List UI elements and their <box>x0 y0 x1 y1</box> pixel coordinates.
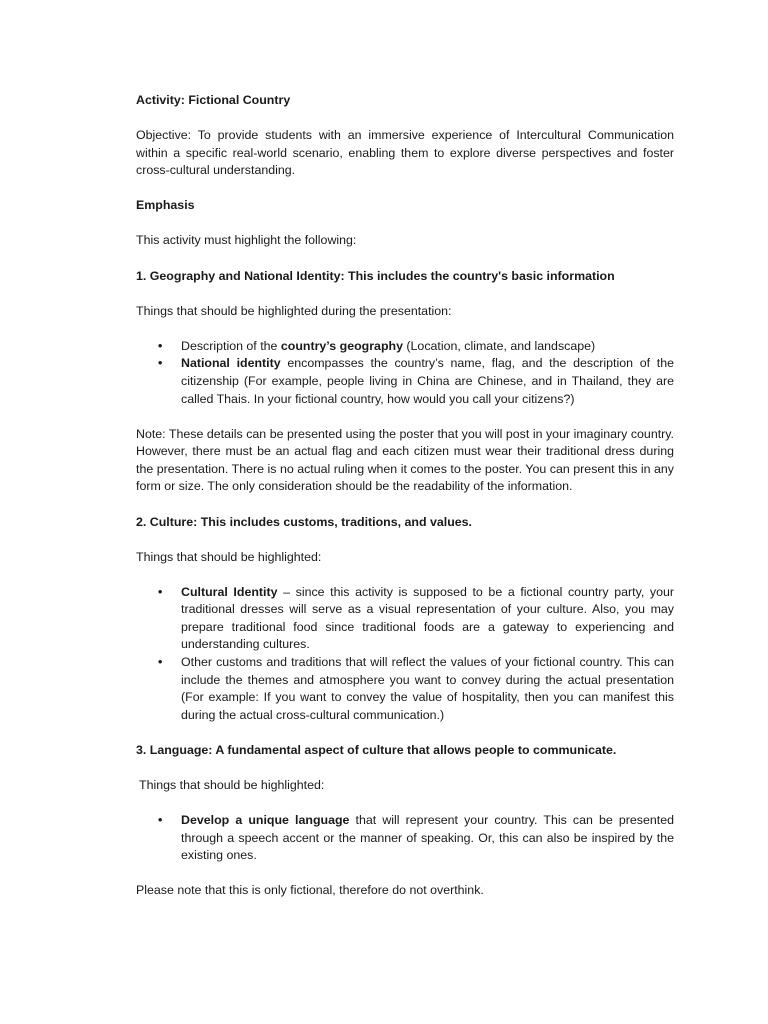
section-2-bullet-list <box>136 584 674 725</box>
list-item <box>136 654 674 724</box>
bullet-icon: • <box>158 338 163 353</box>
list-item <box>136 584 674 654</box>
bullet-text-post: (Location, climate, and landscape) <box>402 338 596 353</box>
section-3-intro: Things that should be highlighted: <box>139 778 325 793</box>
bullet-text-bold: Develop a unique language <box>181 813 350 828</box>
bullet-text-pre: Description of the <box>181 338 281 353</box>
section-2-heading: 2. Culture: This includes customs, traditions, and values. <box>136 514 472 529</box>
bullet-text-post: – since this activity is supposed to be a fictional country party, your traditional dresses will serve as a visual representation of your culture. Also, you may prepare traditional food since traditional foods are a gateway to experiencing and understanding cultures. <box>181 584 675 652</box>
section-1-note: Note: These details can be presented using the poster that you will post in your imaginary country. However, there must be an actual flag and each citizen must wear their traditional dress during the presentation. There is no actual ruling when it comes to the poster. You can present this in any form or size. The only consideration should be the readability of the information. <box>136 426 674 494</box>
list-item <box>136 812 674 865</box>
emphasis-heading: Emphasis <box>136 198 195 213</box>
bullet-icon: • <box>158 356 163 371</box>
section-2-intro: Things that should be highlighted: <box>136 549 322 564</box>
closing-note: Please note that this is only fictional, therefore do not overthink. <box>136 883 484 898</box>
bullet-text-bold: Cultural Identity <box>181 584 278 599</box>
section-1-heading: 1. Geography and National Identity: This includes the country's basic information <box>136 268 615 283</box>
document-title: Activity: Fictional Country <box>136 93 291 107</box>
bullet-text-post: encompasses the country’s name, flag, and the description of the citizenship (For example, people living in China are Chinese, and in Thailand, they are called Thais. In your fictional country, how would you call your citizens?) <box>181 356 674 406</box>
bullet-icon: • <box>158 813 163 828</box>
emphasis-intro: This activity must highlight the following: <box>136 233 357 248</box>
bullet-icon: • <box>158 584 163 599</box>
bullet-text-bold: National identity <box>181 356 281 371</box>
section-3-heading: 3. Language: A fundamental aspect of culture that allows people to communicate. <box>136 742 617 757</box>
bullet-text: Other customs and traditions that will reflect the values of your fictional country. This can include the themes and atmosphere you want to convey during the actual presentation (For example: If you want to convey the value of hospitality, then you can manifest this during the actual cross-cultural communication.) <box>181 655 674 722</box>
list-item <box>136 338 674 356</box>
section-1-intro: Things that should be highlighted during the presentation: <box>136 303 452 318</box>
section-3-bullet-list <box>136 812 674 865</box>
objective-paragraph: Objective: To provide students with an immersive experience of Intercultural Communication within a specific real-world scenario, enabling them to explore diverse perspectives and foster cross-cultural understanding. <box>136 128 674 178</box>
section-1-bullet-list <box>136 338 674 408</box>
bullet-icon: • <box>158 655 163 670</box>
bullet-text-post: that will represent your country. This can be presented through a speech accent or the manner of speaking. Or, this can also be inspired by the existing ones. <box>181 813 674 863</box>
list-item <box>136 355 674 408</box>
bullet-text-bold: country’s geography <box>280 338 403 353</box>
